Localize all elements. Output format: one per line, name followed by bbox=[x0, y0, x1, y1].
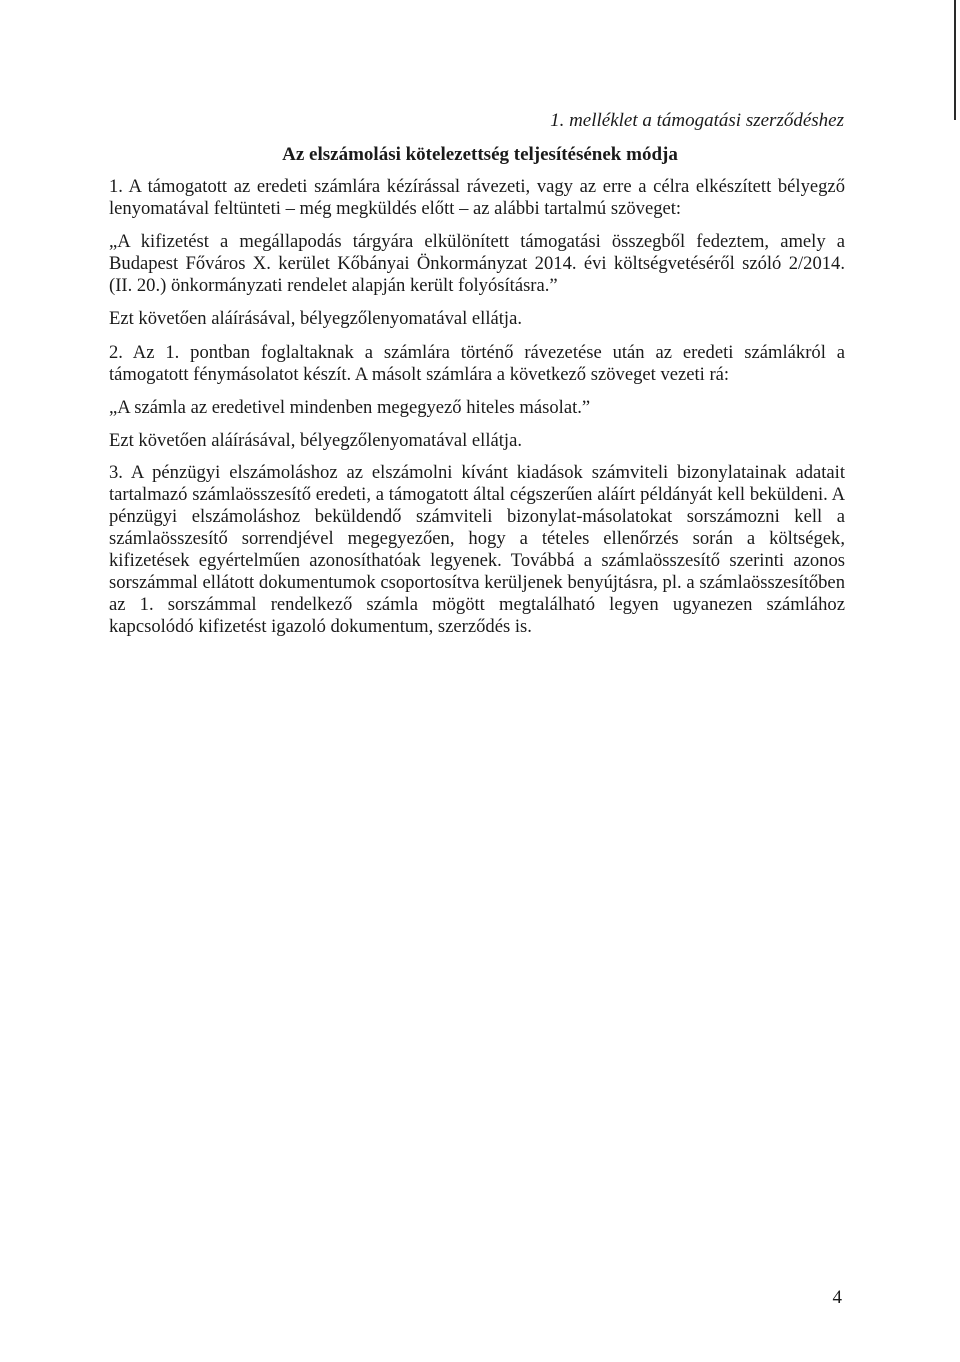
scan-edge-line bbox=[954, 0, 956, 120]
quote-1: „A kifizetést a megállapodás tárgyára elkülönített támogatási összegből fedeztem, amely a Budapest Főváros X. kerület Kőbányai Önkormányzat 2014. évi költségvetéséről szóló 2/2014. (II. 20.) önkormányzati rendelet alapján került folyósításra.” bbox=[109, 231, 845, 296]
paragraph-2: 2. Az 1. pontban foglaltaknak a számlára történő rávezetése után az eredeti számlákról a támogatott fénymásolatot készít. A másolt számlára a következő szöveget vezeti rá: bbox=[109, 342, 845, 385]
paragraph-1: 1. A támogatott az eredeti számlára kézírással rávezeti, vagy az erre a célra elkészített bélyegző lenyomatával feltünteti – még megküldés előtt – az alábbi tartalmú szöveget: bbox=[109, 176, 845, 219]
quote-2: „A számla az eredetivel mindenben megegyező hiteles másolat.” bbox=[109, 397, 591, 418]
annex-label: 1. melléklet a támogatási szerződéshez bbox=[550, 110, 844, 131]
page-number: 4 bbox=[832, 1287, 842, 1308]
paragraph-sign-1: Ezt követően aláírásával, bélyegzőlenyomatával ellátja. bbox=[109, 308, 523, 329]
document-title: Az elszámolási kötelezettség teljesítésének módja bbox=[282, 144, 678, 165]
paragraph-sign-2: Ezt követően aláírásával, bélyegzőlenyomatával ellátja. bbox=[109, 430, 523, 451]
paragraph-3: 3. A pénzügyi elszámoláshoz az elszámolni kívánt kiadások számviteli bizonylatainak adatait tartalmazó számlaösszesítő eredeti, a támogatott által cégszerűen aláírt példányát kell beküldeni. A pénzügyi elszámoláshoz beküldendő számviteli bizonylat-másolatokat sorszámozni kell a számlaösszesítő sorrendjével megegyezően, hogy a tételes ellenőrzés során a költségek, kifizetések egyértelműen azonosíthatóak legyenek. Továbbá a számlaösszesítő szerinti azonos sorszámmal ellátott dokumentumok csoportosítva kerüljenek benyújtásra, pl. a számlaösszesítőben az 1. sorszámmal rendelkező számla mögött megtalálható legyen ugyanezen számlához kapcsolódó kifizetést igazoló dokumentum, szerződés is. bbox=[109, 462, 845, 637]
